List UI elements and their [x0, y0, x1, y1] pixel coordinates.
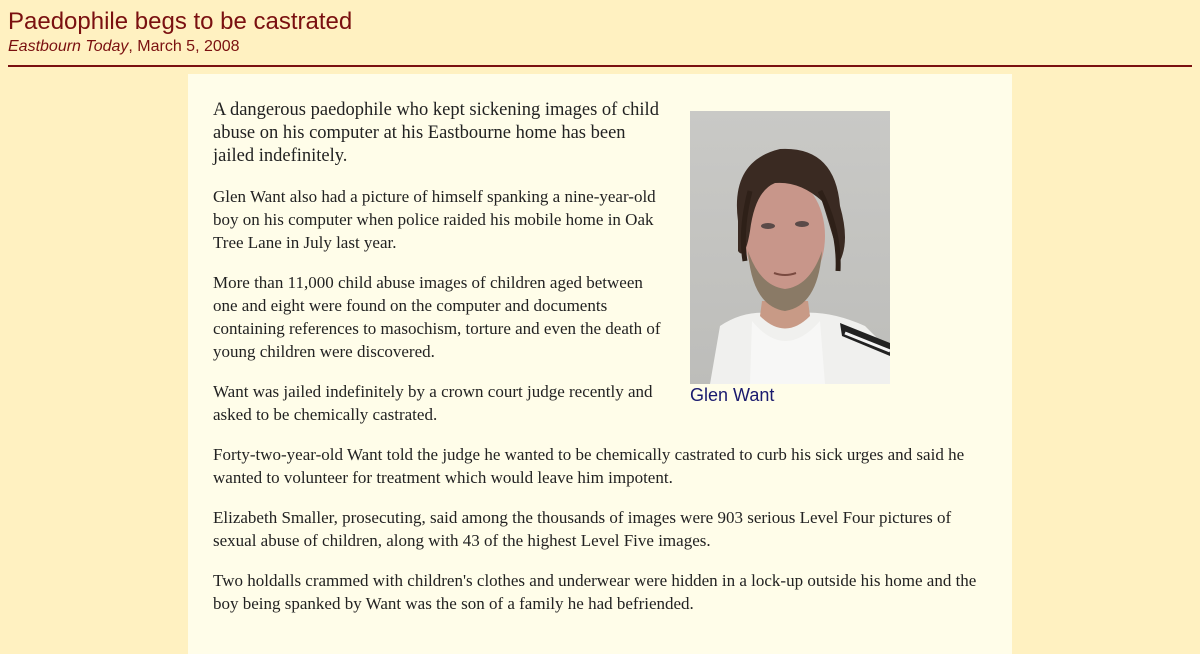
publication-name: Eastbourn Today — [8, 38, 129, 55]
article-paragraph: Two holdalls crammed with children's clothes and underwear were hidden in a lock-up outside his home and the boy being spanked by Want was the son of a family he had befriended. — [213, 571, 977, 613]
photo-caption: Glen Want — [690, 385, 775, 405]
page-header — [0, 0, 1200, 57]
publication-date: , March 5, 2008 — [128, 38, 240, 55]
article-paragraph: Glen Want also had a picture of himself spanking a nine-year-old boy on his computer when police raided his mobile home in Oak Tree Lane in July last year. — [213, 187, 656, 252]
article-paragraph: Elizabeth Smaller, prosecuting, said among the thousands of images were 903 serious Level Four pictures of sexual abuse of children, along with 43 of the highest Level Five images. — [213, 508, 952, 550]
byline — [8, 37, 1192, 57]
article-body — [188, 74, 1012, 654]
article-paragraph: Forty-two-year-old Want told the judge he wanted to be chemically castrated to curb his sick urges and said he wanted to volunteer for treatment which would leave him impotent. — [213, 445, 965, 487]
article-paragraph: A dangerous paedophile who kept sickening images of child abuse on his computer at his Eastbourne home has been jailed indefinitely. — [213, 100, 659, 166]
article-figure — [690, 111, 987, 405]
article-paragraph: Want was jailed indefinitely by a crown court judge recently and asked to be chemically castrated. — [213, 382, 653, 424]
article-paragraph: More than 11,000 child abuse images of children aged between one and eight were found on the computer and documents containing references to masochism, torture and even the death of young children were discovered. — [213, 273, 661, 361]
page-title: Paedophile begs to be castrated — [8, 8, 353, 35]
header-divider — [8, 65, 1192, 67]
mugshot-photo — [690, 111, 890, 384]
